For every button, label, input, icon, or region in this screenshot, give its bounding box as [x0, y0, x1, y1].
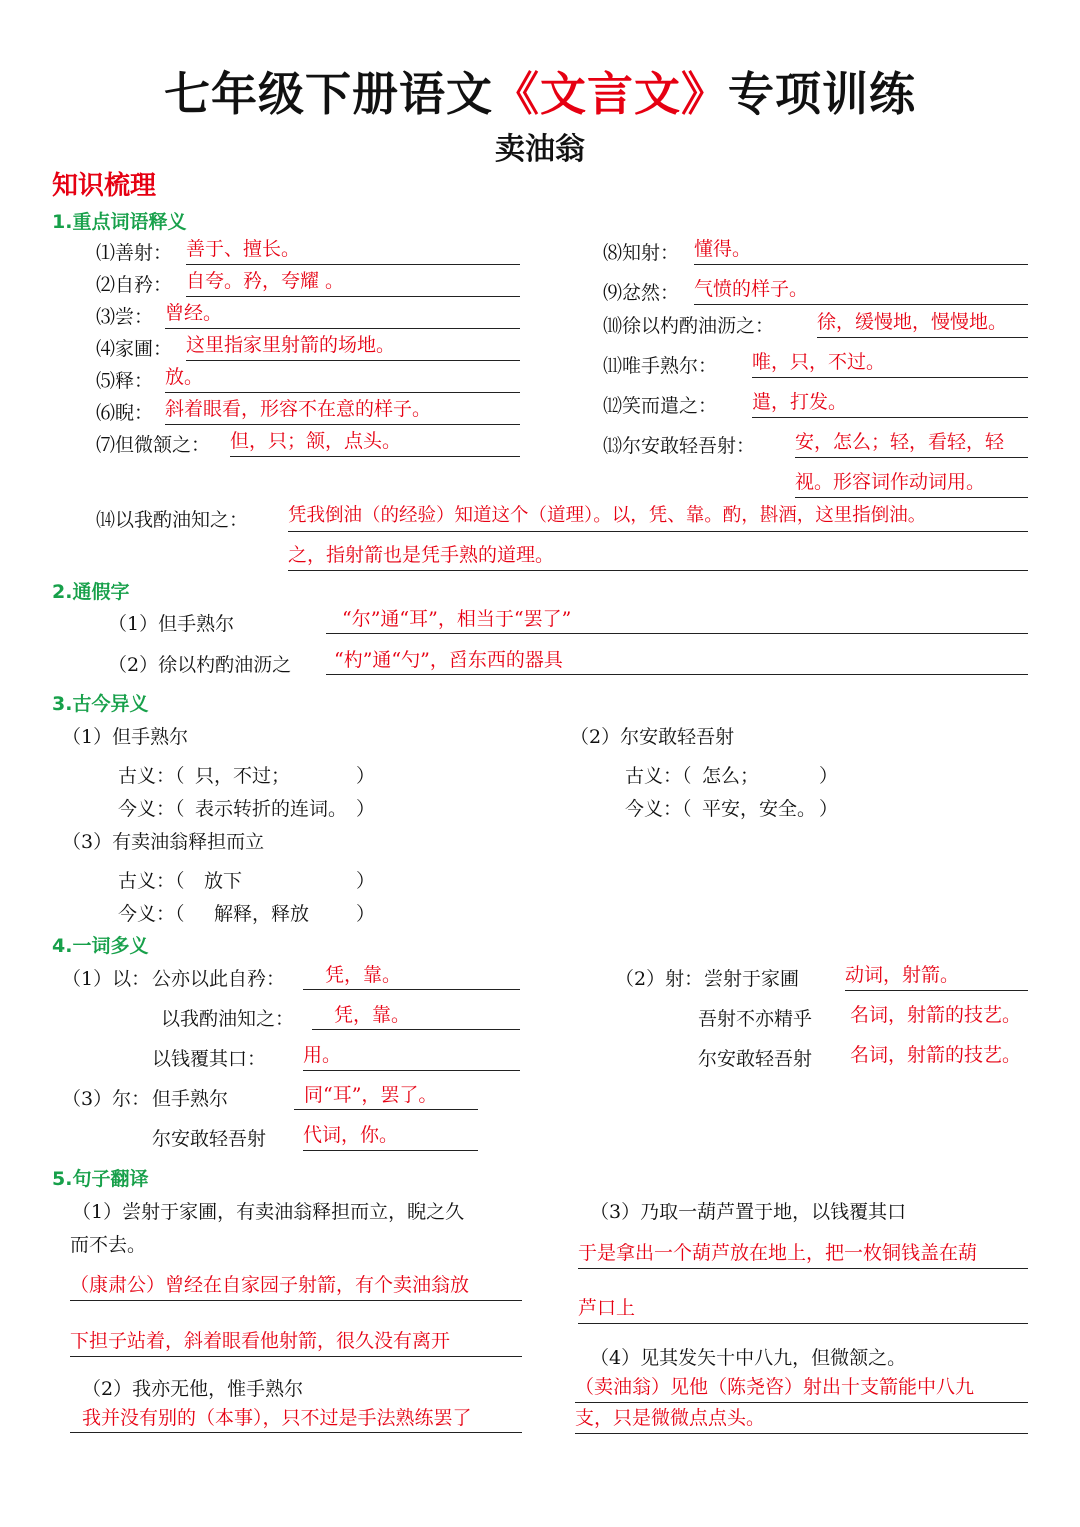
- duoyi-er-q-2: 尔安敢轻吾射: [152, 1128, 267, 1150]
- vocab-a-3: 曾经。: [165, 300, 520, 329]
- duoyi-yi-q-2: 以我酌油知之：: [161, 1008, 295, 1030]
- gujin-jin-close-1: ）: [356, 798, 376, 820]
- duoyi-she-a-2: 名词，射箭的技艺。: [850, 1004, 1022, 1026]
- page-subtitle: 卖油翁: [495, 132, 585, 167]
- fanyi-a-3-line1: 于是拿出一个葫芦放在地上，把一枚铜钱盖在葫: [578, 1240, 1028, 1269]
- vocab-heading: 1.重点词语释义: [52, 211, 187, 233]
- vocab-a-1: 善于、擅长。: [186, 236, 520, 265]
- vocab-a-10: 徐，缓慢地，慢慢地。: [817, 309, 1028, 338]
- vocab-q-3: ⑶尝：: [96, 306, 154, 328]
- gujin-gu-label-1: 古义：（: [118, 765, 185, 787]
- vocab-q-11: ⑾唯手熟尔：: [603, 355, 718, 377]
- vocab-a-5: 放。: [165, 364, 520, 393]
- gujin-gu-3: 放下: [204, 870, 243, 892]
- fanyi-q-2: （2）我亦无他，惟手熟尔: [82, 1378, 304, 1400]
- gujin-heading: 3.古今异义: [52, 693, 149, 715]
- section-title: 知识梳理: [52, 171, 157, 201]
- gujin-jin-2: 平安，安全。: [702, 798, 817, 820]
- gujin-jin-label-3: 今义：（: [118, 903, 185, 925]
- fanyi-a-4-line1: （卖油翁）见他（陈尧咨）射出十支箭能中八九: [575, 1374, 1028, 1403]
- duoyi-er-label: （3）尔：: [62, 1088, 151, 1110]
- fanyi-a-2: 我并没有别的（本事），只不过是手法熟练罢了: [70, 1405, 522, 1433]
- gujin-q-3: （3）有卖油翁释担而立: [62, 831, 265, 853]
- duoyi-er-q-1: 但手熟尔: [152, 1088, 229, 1110]
- tongjia-a-2: “杓”通“勺”，舀东西的器具: [326, 647, 1028, 675]
- vocab-q-14: ⒁以我酌油知之：: [96, 509, 249, 531]
- tongjia-q-2: （2）徐以杓酌油沥之: [108, 654, 292, 676]
- duoyi-yi-a-3: 用。: [303, 1042, 520, 1071]
- gujin-jin-3: 解释，释放: [214, 903, 310, 925]
- gujin-q-2: （2）尔安敢轻吾射: [570, 726, 735, 748]
- gujin-jin-close-3: ）: [356, 903, 376, 925]
- duoyi-she-label: （2）射：: [615, 968, 704, 990]
- gujin-jin-1: 表示转折的连词。: [195, 798, 348, 820]
- fanyi-q-1-line1: （1）尝射于家圃，有卖油翁释担而立，睨之久: [72, 1201, 465, 1223]
- fanyi-a-1-line1: （康肃公）曾经在自家园子射箭，有个卖油翁放: [70, 1272, 522, 1301]
- tongjia-a-1: “尔”通“耳”，相当于“罢了”: [326, 606, 1028, 634]
- vocab-a-11: 唯，只，不过。: [752, 349, 1028, 378]
- vocab-a-9: 气愤的样子。: [694, 276, 1028, 305]
- vocab-q-13: ⒀尔安敢轻吾射：: [603, 435, 756, 457]
- duoyi-she-a-3: 名词，射箭的技艺。: [850, 1044, 1022, 1066]
- gujin-jin-close-2: ）: [819, 798, 839, 820]
- vocab-a-8: 懂得。: [694, 236, 1028, 265]
- duoyi-she-a-1: 动词，射箭。: [845, 962, 1028, 991]
- vocab-a-13-cont: 视。形容词作动词用。: [795, 469, 1028, 498]
- vocab-a-7: 但，只；颔，点头。: [230, 428, 520, 457]
- vocab-q-10: ⑽徐以杓酌油沥之：: [603, 315, 775, 337]
- vocab-q-5: ⑸释：: [96, 370, 154, 392]
- vocab-q-4: ⑷家圃：: [96, 338, 173, 360]
- duoyi-er-a-1: 同“耳”，罢了。: [294, 1082, 478, 1110]
- vocab-q-6: ⑹睨：: [96, 402, 154, 424]
- tongjia-heading: 2.通假字: [52, 581, 130, 603]
- gujin-gu-close-3: ）: [356, 870, 376, 892]
- vocab-q-2: ⑵自矜：: [96, 274, 173, 296]
- vocab-a-13: 安，怎么；轻，看轻，轻: [795, 429, 1028, 458]
- duoyi-yi-q-3: 以钱覆其口：: [152, 1048, 267, 1070]
- duoyi-er-a-2: 代词，你。: [303, 1122, 478, 1151]
- page-title: 七年级下册语文《文言文》专项训练: [164, 67, 916, 121]
- fanyi-a-3-line2: 芦口上: [578, 1295, 1028, 1324]
- duoyi-yi-a-1: 凭，靠。: [303, 962, 520, 990]
- duoyi-she-q-1: 尝射于家圃: [704, 968, 800, 990]
- vocab-a-4: 这里指家里射箭的场地。: [186, 332, 520, 361]
- gujin-jin-label-1: 今义：（: [118, 798, 185, 820]
- duoyi-she-q-2: 吾射不亦精乎: [698, 1008, 813, 1030]
- vocab-a-12: 遣，打发。: [752, 389, 1028, 418]
- fanyi-q-3: （3）乃取一葫芦置于地，以钱覆其口: [590, 1201, 907, 1223]
- vocab-q-8: ⑻知射：: [603, 242, 680, 264]
- gujin-gu-label-2: 古义：（: [625, 765, 692, 787]
- gujin-gu-label-3: 古义：（: [118, 870, 185, 892]
- vocab-q-7: ⑺但微颔之：: [96, 434, 211, 456]
- gujin-gu-close-1: ）: [356, 765, 376, 787]
- fanyi-heading: 5.句子翻译: [52, 1168, 149, 1190]
- tongjia-q-1: （1）但手熟尔: [108, 613, 235, 635]
- vocab-q-9: ⑼忿然：: [603, 282, 680, 304]
- gujin-gu-2: 怎么；: [702, 765, 760, 787]
- vocab-a-6: 斜着眼看，形容不在意的样子。: [165, 396, 520, 425]
- vocab-q-1: ⑴善射：: [96, 242, 173, 264]
- vocab-q-12: ⑿笑而遣之：: [603, 395, 718, 417]
- duoyi-yi-label: （1）以：: [62, 968, 151, 990]
- vocab-a-14-cont: 之，指射箭也是凭手熟的道理。: [288, 542, 1028, 571]
- fanyi-q-4: （4）见其发矢十中八九，但微颔之。: [590, 1347, 907, 1369]
- vocab-a-2: 自夸。矜，夸耀 。: [186, 268, 520, 297]
- gujin-gu-1: 只，不过；: [195, 765, 291, 787]
- duoyi-yi-q-1: 公亦以此自矜：: [152, 968, 286, 990]
- gujin-gu-close-2: ）: [819, 765, 839, 787]
- fanyi-q-1-line2: 而不去。: [70, 1234, 147, 1256]
- duoyi-heading: 4.一词多义: [52, 935, 149, 957]
- duoyi-she-q-3: 尔安敢轻吾射: [698, 1048, 813, 1070]
- fanyi-a-4-line2: 支，只是微微点点头。: [575, 1405, 1028, 1434]
- gujin-jin-label-2: 今义：（: [625, 798, 692, 820]
- vocab-a-14: 凭我倒油（的经验）知道这个（道理）。以，凭、靠。酌，斟酒，这里指倒油。: [288, 503, 1028, 532]
- duoyi-yi-a-2: 凭，靠。: [312, 1002, 520, 1030]
- fanyi-a-1-line2: 下担子站着，斜着眼看他射箭，很久没有离开: [70, 1328, 522, 1357]
- gujin-q-1: （1）但手熟尔: [62, 726, 189, 748]
